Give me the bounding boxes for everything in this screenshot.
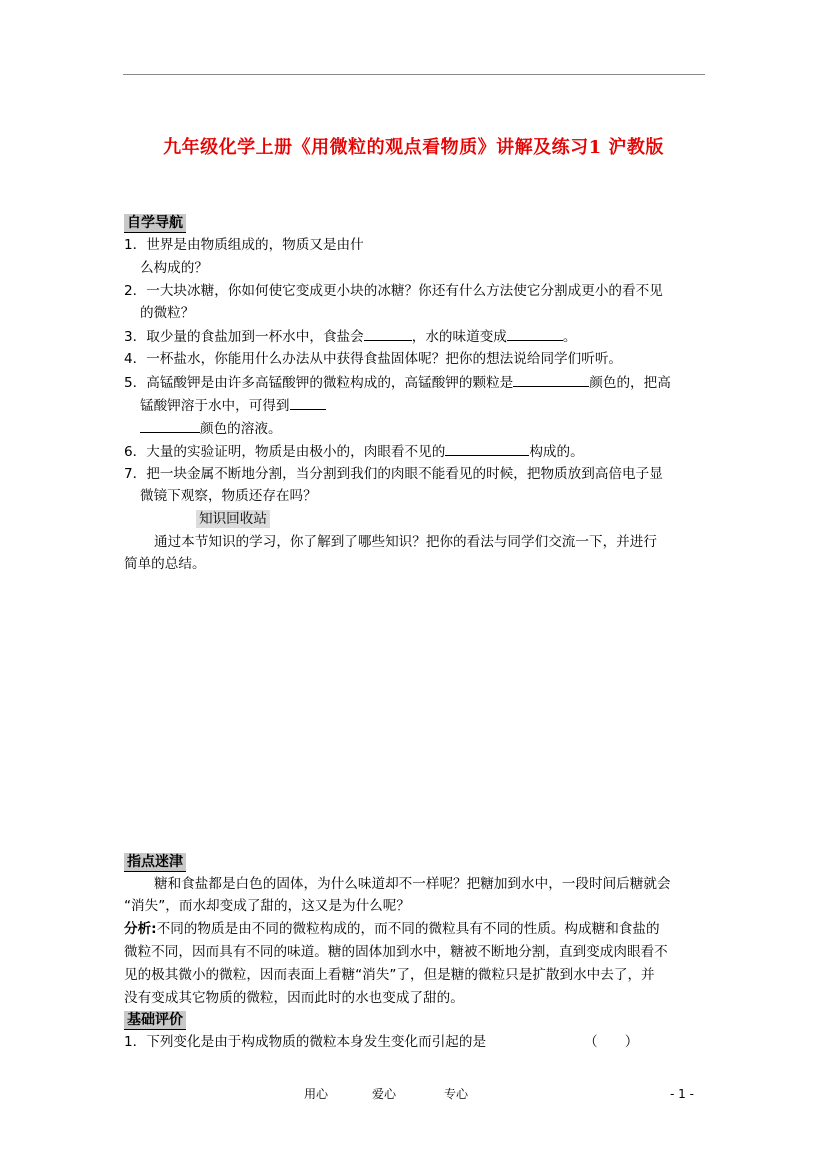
analysis-text-1: 不同的物质是由不同的微粒构成的，而不同的微粒具有不同的性质。构成糖和食盐的	[156, 921, 660, 937]
question-5-part-2: 颜色的，把高	[589, 375, 671, 391]
answer-blank	[140, 419, 200, 433]
question-5-part-1: 5．高锰酸钾是由许多高锰酸钾的微粒构成的，高锰酸钾的颗粒是	[124, 375, 514, 391]
question-4: 4．一杯盐水，你能用什么办法从中获得食盐固体呢？把你的想法说给同学们听听。	[124, 351, 623, 367]
question-3-part-3: 。	[562, 329, 577, 345]
analysis-line-1	[124, 920, 660, 938]
footer-text-2: 爱心	[372, 1087, 397, 1101]
question-2-line-2: 的微粒？	[140, 305, 195, 321]
question-1-line-1: 1．世界是由物质组成的，物质又是由什	[124, 237, 364, 253]
page-title: 九年级化学上册《用微粒的观点看物质》讲解及练习1 沪教版	[163, 137, 664, 158]
answer-blank	[290, 396, 326, 410]
footer-text-3: 专心	[444, 1087, 469, 1101]
header-rule	[123, 74, 705, 75]
question-5-line-3	[140, 419, 282, 438]
question-5-line-1	[124, 373, 671, 392]
section-tips: 指点迷津	[124, 853, 186, 872]
question-3	[124, 327, 577, 346]
basic-question-1: 1．下列变化是由于构成物质的微粒本身发生变化而引起的是	[124, 1034, 487, 1050]
tips-text-line-1: 糖和食盐都是白色的固体，为什么味道却不一样呢？把糖加到水中，一段时间后糖就会	[154, 876, 671, 892]
question-7-line-2: 微镜下观察，物质还存在吗？	[140, 488, 317, 504]
question-6-part-1: 6．大量的实验证明，物质是由极小的，肉眼看不见的	[124, 444, 446, 460]
analysis-label: 分析:	[124, 921, 157, 937]
answer-blank	[364, 327, 412, 341]
question-3-part-2: ，水的味道变成	[411, 329, 507, 345]
analysis-line-4: 没有变成其它物质的微粒，因而此时的水也变成了甜的。	[124, 990, 464, 1006]
section-self-study: 自学导航	[124, 214, 186, 233]
question-6	[124, 442, 584, 461]
page-number: - 1 -	[670, 1087, 694, 1101]
question-1-line-2: 么构成的？	[140, 260, 208, 276]
question-2-line-1: 2．一大块冰糖，你如何使它变成更小块的冰糖？你还有什么方法使它分割成更小的看不见	[124, 283, 663, 299]
section-recycle: 知识回收站	[196, 510, 270, 528]
question-5-line-2	[140, 396, 326, 415]
answer-blank	[513, 373, 589, 387]
question-5-part-3: 锰酸钾溶于水中，可得到	[140, 398, 290, 414]
recycle-text-line-2: 简单的总结。	[124, 556, 206, 572]
footer-text-1: 用心	[304, 1087, 329, 1101]
tips-text-line-2: “消失”，而水却变成了甜的，这又是为什么呢？	[124, 898, 410, 914]
recycle-text-line-1: 通过本节知识的学习，你了解到了哪些知识？把你的看法与同学们交流一下，并进行	[154, 534, 657, 550]
analysis-line-3: 见的极其微小的微粒，因而表面上看糖“消失”了，但是糖的微粒只是扩散到水中去了，并	[124, 967, 655, 983]
section-basic: 基础评价	[124, 1011, 186, 1030]
analysis-line-2: 微粒不同，因而具有不同的味道。糖的固体加到水中，糖被不断地分割，直到变成肉眼看不	[124, 944, 668, 960]
question-3-part-1: 3．取少量的食盐加到一杯水中，食盐会	[124, 329, 364, 345]
question-7-line-1: 7．把一块金属不断地分割，当分割到我们的肉眼不能看见的时候，把物质放到高倍电子显	[124, 466, 663, 482]
question-5-part-4: 颜色的溶液。	[200, 421, 282, 437]
answer-blank	[507, 327, 563, 341]
answer-blank	[445, 442, 529, 456]
answer-paren: （ ）	[584, 1034, 639, 1050]
question-6-part-2: 构成的。	[529, 444, 584, 460]
